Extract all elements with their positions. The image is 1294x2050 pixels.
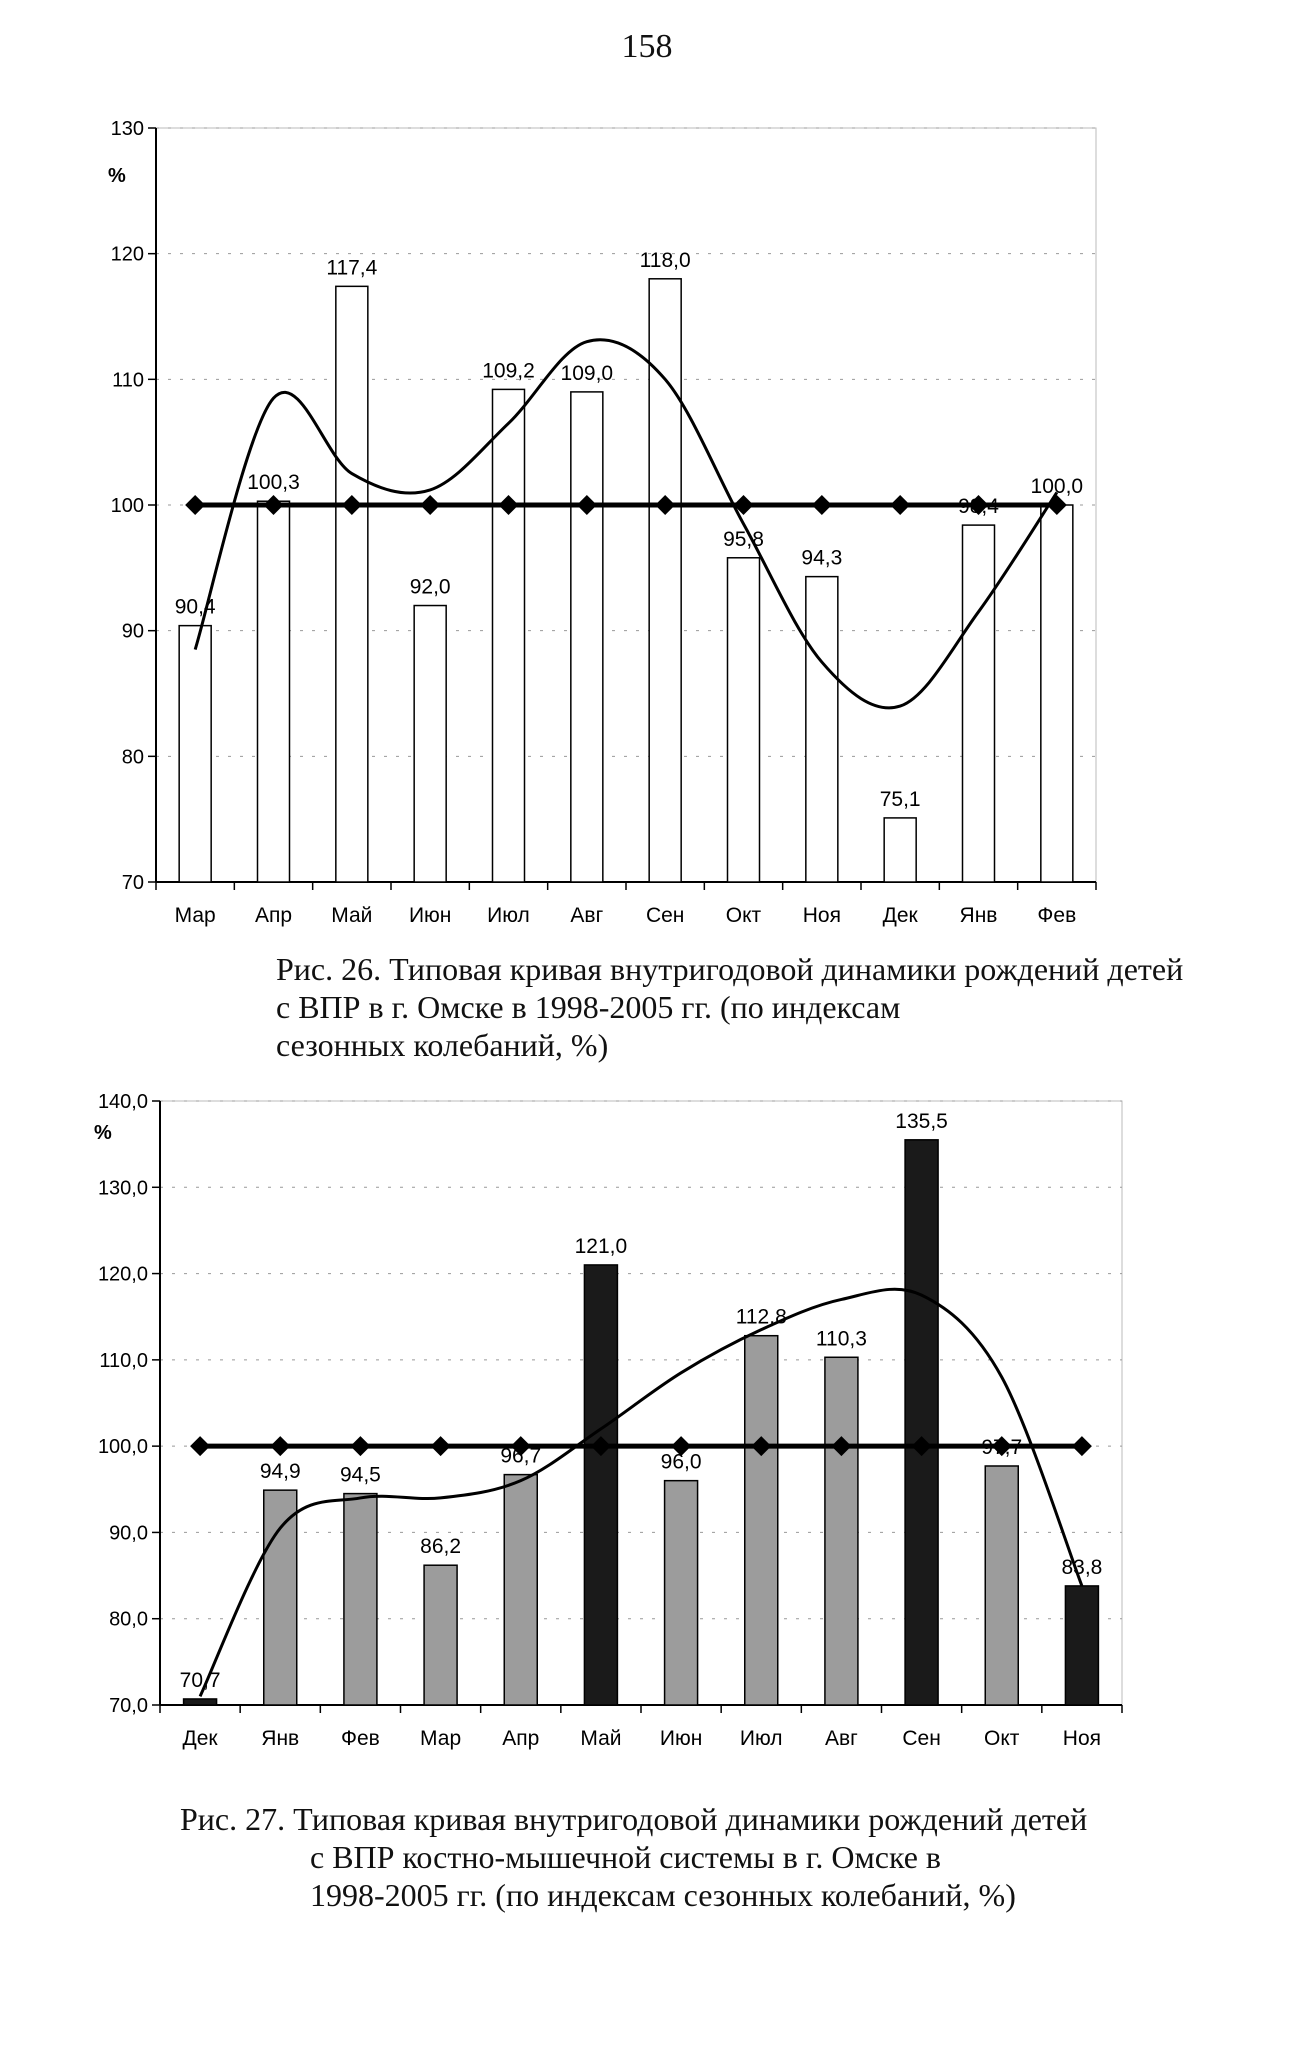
data-label: 117,4: [326, 256, 378, 280]
bar: [493, 389, 525, 882]
y-tick-label: 130,0: [97, 1177, 148, 1200]
bar: [571, 392, 603, 882]
x-tick-label: Апр: [254, 904, 293, 927]
bar: [179, 626, 211, 882]
caption-line: с ВПР в г. Омске в 1998-2005 гг. (по индексам: [276, 989, 901, 1025]
bar: [414, 606, 446, 882]
x-tick-label: Июл: [739, 1727, 783, 1750]
bar: [1041, 505, 1073, 882]
data-label: 135,5: [895, 1109, 948, 1133]
y-tick-label: 140,0: [97, 1091, 148, 1113]
caption-line: Рис. 26. Типовая кривая внутригодовой динамики рождений детей: [276, 951, 1184, 987]
reference-marker: [350, 1436, 370, 1456]
bar: [806, 577, 838, 882]
x-tick-label: Окт: [725, 904, 762, 927]
trend-curve: [195, 340, 1057, 708]
reference-marker: [431, 1436, 451, 1456]
bar: [504, 1475, 537, 1705]
x-tick-label: Ноя: [1062, 1727, 1102, 1750]
data-label: 121,0: [574, 1234, 628, 1258]
bar: [745, 1336, 778, 1705]
x-tick-label: Ноя: [802, 904, 841, 927]
data-label: 118,0: [639, 248, 691, 272]
x-tick-label: Дек: [882, 904, 918, 927]
x-tick-label: Май: [580, 1727, 622, 1750]
caption-line: Рис. 27. Типовая кривая внутригодовой динамики рождений детей: [180, 1801, 1088, 1837]
bar: [258, 501, 290, 882]
y-tick-label: 110: [112, 369, 144, 392]
figure-27-chart: [0, 1085, 1294, 1775]
bar: [884, 818, 916, 882]
y-tick-label: 70,0: [109, 1695, 148, 1717]
data-label: 92,0: [409, 575, 451, 599]
data-label: 94,5: [339, 1463, 381, 1487]
reference-marker: [812, 495, 832, 515]
x-tick-label: Июн: [408, 904, 452, 927]
bar: [424, 1565, 457, 1705]
reference-marker: [890, 495, 910, 515]
figure-26-chart: [0, 110, 1294, 930]
data-label: 94,3: [801, 546, 843, 570]
y-tick-label: 80: [121, 746, 144, 769]
data-label: 75,1: [879, 787, 921, 811]
page-number: 158: [621, 28, 673, 65]
data-label: 70,7: [179, 1668, 221, 1692]
y-unit-label: %: [94, 1122, 112, 1144]
data-label: 96,0: [660, 1450, 702, 1474]
y-tick-label: 120,0: [97, 1263, 148, 1286]
reference-marker: [270, 1436, 290, 1456]
x-tick-label: Янв: [261, 1727, 300, 1750]
caption-line: 1998-2005 гг. (по индексам сезонных колебаний, %): [310, 1877, 1016, 1913]
y-tick-label: 90,0: [109, 1522, 148, 1545]
x-tick-label: Мар: [420, 1727, 462, 1750]
y-unit-label: %: [108, 165, 126, 187]
data-label: 109,2: [482, 359, 535, 383]
y-tick-label: 80,0: [109, 1608, 148, 1631]
bar: [1065, 1586, 1098, 1705]
reference-marker: [420, 495, 440, 515]
x-tick-label: Фев: [1037, 904, 1077, 927]
bar: [264, 1490, 297, 1705]
x-tick-label: Дек: [182, 1727, 218, 1750]
caption-line: с ВПР костно-мышечной системы в г. Омске в: [310, 1839, 941, 1875]
x-tick-label: Фев: [341, 1727, 380, 1750]
x-tick-label: Авг: [825, 1727, 858, 1750]
data-label: 110,3: [815, 1327, 867, 1351]
data-label: 97,7: [981, 1435, 1023, 1459]
data-label: 112,8: [735, 1305, 787, 1329]
bar: [985, 1466, 1018, 1705]
x-tick-label: Май: [331, 904, 373, 927]
figure-27-caption: [180, 1800, 1087, 1914]
data-label: 95,8: [723, 527, 764, 551]
plot-frame: [160, 1101, 1122, 1705]
x-tick-label: Авг: [570, 904, 604, 927]
y-tick-label: 100,0: [97, 1436, 148, 1459]
bar: [584, 1265, 617, 1705]
data-label: 83,8: [1061, 1555, 1103, 1579]
x-tick-label: Окт: [984, 1727, 1020, 1750]
x-tick-label: Апр: [502, 1727, 540, 1750]
data-label: 96,7: [500, 1444, 542, 1468]
bar: [336, 286, 368, 882]
y-tick-label: 120: [110, 243, 144, 266]
caption-line: сезонных колебаний, %): [276, 1027, 609, 1063]
y-tick-label: 70: [121, 872, 144, 894]
bar: [184, 1699, 217, 1705]
reference-marker: [190, 1436, 210, 1456]
x-tick-label: Сен: [645, 904, 685, 927]
figure-26-caption: [276, 950, 1183, 1064]
y-tick-label: 100: [110, 495, 144, 517]
y-tick-label: 110,0: [99, 1349, 148, 1372]
x-tick-label: Мар: [174, 904, 216, 927]
data-label: 94,9: [259, 1460, 301, 1484]
bar: [963, 525, 995, 882]
bar: [825, 1357, 858, 1705]
data-label: 100,3: [247, 471, 300, 495]
reference-marker: [185, 495, 205, 515]
data-label: 90,4: [174, 595, 216, 619]
bar: [728, 558, 760, 882]
y-tick-label: 90: [121, 620, 144, 643]
y-tick-label: 130: [110, 118, 144, 140]
bar: [905, 1140, 938, 1705]
x-tick-label: Янв: [959, 904, 998, 927]
bar: [665, 1481, 698, 1705]
x-tick-label: Сен: [902, 1727, 941, 1750]
trend-curve: [200, 1289, 1082, 1696]
x-tick-label: Июн: [659, 1727, 703, 1750]
data-label: 100,0: [1030, 475, 1084, 498]
data-label: 98,4: [958, 495, 999, 519]
reference-marker: [1072, 1436, 1092, 1456]
data-label: 109,0: [560, 361, 614, 385]
data-label: 86,2: [420, 1535, 462, 1559]
bar: [344, 1494, 377, 1705]
x-tick-label: Июл: [487, 904, 530, 927]
